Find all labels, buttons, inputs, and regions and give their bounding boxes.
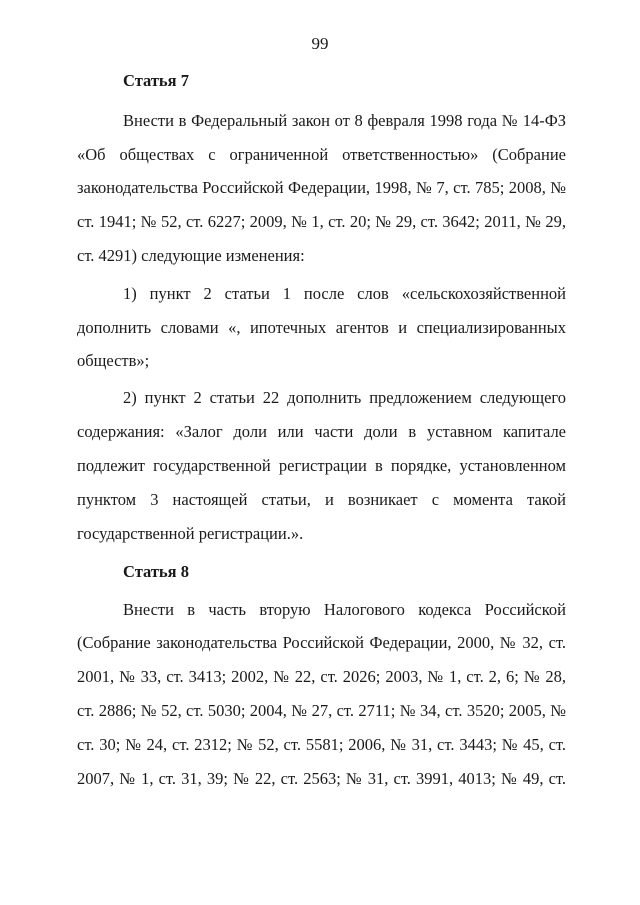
article-7-item-1-line: обществ»; bbox=[77, 351, 150, 370]
article-8-line: ст. 30; № 24, ст. 2312; № 52, ст. 5581; 2006, № 31, ст. 3443; № 45, ст. bbox=[77, 735, 566, 754]
article-8-heading: Статья 8 bbox=[123, 562, 189, 581]
article-8-line: Внести в часть вторую Налогового кодекса Российской bbox=[123, 600, 566, 619]
article-7-line: «Об обществах с ограниченной ответственностью» (Собрание bbox=[77, 145, 566, 164]
article-7-line: ст. 1941; № 52, ст. 6227; 2009, № 1, ст. 20; № 29, ст. 3642; 2011, № 29, bbox=[77, 212, 566, 231]
article-7-item-2-line: государственной регистрации.». bbox=[77, 524, 304, 543]
article-7-line: ст. 4291) следующие изменения: bbox=[77, 246, 305, 265]
article-8-line: ст. 2886; № 52, ст. 5030; 2004, № 27, ст. 2711; № 34, ст. 3520; 2005, № bbox=[77, 701, 566, 720]
article-7-item-2-line: содержания: «Залог доли или части доли в уставном капитале bbox=[77, 422, 566, 441]
page-number: 99 bbox=[311, 34, 329, 53]
article-7-item-2-line: пунктом 3 настоящей статьи, и возникает с момента такой bbox=[77, 490, 566, 509]
article-7-item-1-line: 1) пункт 2 статьи 1 после слов «сельскохозяйственной bbox=[123, 284, 566, 303]
article-7-item-2-line: подлежит государственной регистрации в порядке, установленном bbox=[77, 456, 566, 475]
article-8-line: 2007, № 1, ст. 31, 39; № 22, ст. 2563; № 31, ст. 3991, 4013; № 49, ст. bbox=[77, 769, 566, 788]
article-8-line: 2001, № 33, ст. 3413; 2002, № 22, ст. 2026; 2003, № 1, ст. 2, 6; № 28, bbox=[77, 667, 566, 686]
article-7-line: законодательства Российской Федерации, 1998, № 7, ст. 785; 2008, № bbox=[77, 178, 566, 197]
article-7-line: Внести в Федеральный закон от 8 февраля 1998 года № 14-ФЗ bbox=[123, 111, 566, 130]
article-8-line: (Собрание законодательства Российской Федерации, 2000, № 32, ст. bbox=[77, 633, 566, 652]
article-7-heading: Статья 7 bbox=[123, 71, 189, 90]
article-7-item-2-line: 2) пункт 2 статьи 22 дополнить предложением следующего bbox=[123, 388, 566, 407]
article-7-item-1-line: дополнить словами «, ипотечных агентов и специализированных bbox=[77, 318, 566, 337]
